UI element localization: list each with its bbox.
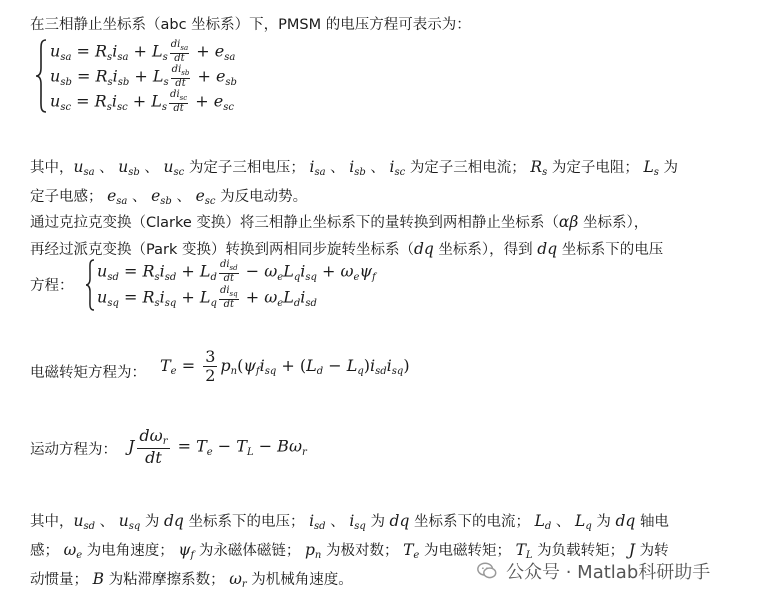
eq-usc: usc = Rsisc + Ls $\frac{di_{sc}}{dt}$ + esc xyxy=(50,89,234,114)
dq-brace xyxy=(84,258,96,312)
eq-torque: Te = $\frac{3}{2}$ pn(ψfisq + (Ld − Lq)isdisq) xyxy=(160,347,410,385)
intro-text: 在三相静止坐标系（abc 坐标系）下，PMSM 的电压方程可表示为： xyxy=(30,17,471,33)
eq-usd: usd = Rsisd + Ld $\frac{di_{sd}}{dt}$ − ωeLqisq + ωeψf xyxy=(97,259,376,284)
para-definitions: 其中，usd 、 usq 为 dq 坐标系下的电压； isd 、 isq 为 dq 坐标系下的电流； Ld 、 Lq 为 dq 轴电 感； ωe 为电角速度； ψf 为永磁体磁链； pn 为极对数； Te 为电磁转矩； TL 为负载转矩； J 为转 动惯量； B 为粘滞摩擦系数； ωr 为机械角速度。 xyxy=(30,512,669,590)
eq-motion: J $\frac{\text{dωr}}{dt}$ = Te − TL − Bωr xyxy=(128,426,307,467)
watermark: 公众号 · Matlab科研助手 xyxy=(476,558,710,584)
torque-label: 电磁转矩方程为： xyxy=(30,365,146,381)
eq-usa: usa = Rsisa + Ls $\frac{di_{sa}}{dt}$ + esa xyxy=(50,39,236,64)
eq-usb: usb = Rsisb + Ls $\frac{di_{sb}}{dt}$ + esb xyxy=(50,64,237,89)
eq-usq: usq = Rsisq + Lq $\frac{di_{sq}}{dt}$ + ωeLdisd xyxy=(97,285,317,310)
wechat-icon xyxy=(476,560,498,582)
para-transform-label: 方程： xyxy=(30,278,74,294)
abc-brace xyxy=(34,38,48,114)
motion-label: 运动方程为： xyxy=(30,442,117,458)
para-transform: 通过克拉克变换（Clarke 变换）将三相静止坐标系下的量转换到两相静止坐标系（αβ 坐标系）， 再经过派克变换（Park 变换）转换到两相同步旋转坐标系（dq 坐标系），得到 dq 坐标系下的电压 xyxy=(30,213,664,258)
para-voltages: 其中，usa 、 usb 、 usc 为定子三相电压； isa 、 isb 、 isc 为定子三相电流； Rs 为定子电阻； Ls 为 定子电感； esa 、 esb 、 esc 为反电动势。 xyxy=(30,158,678,207)
